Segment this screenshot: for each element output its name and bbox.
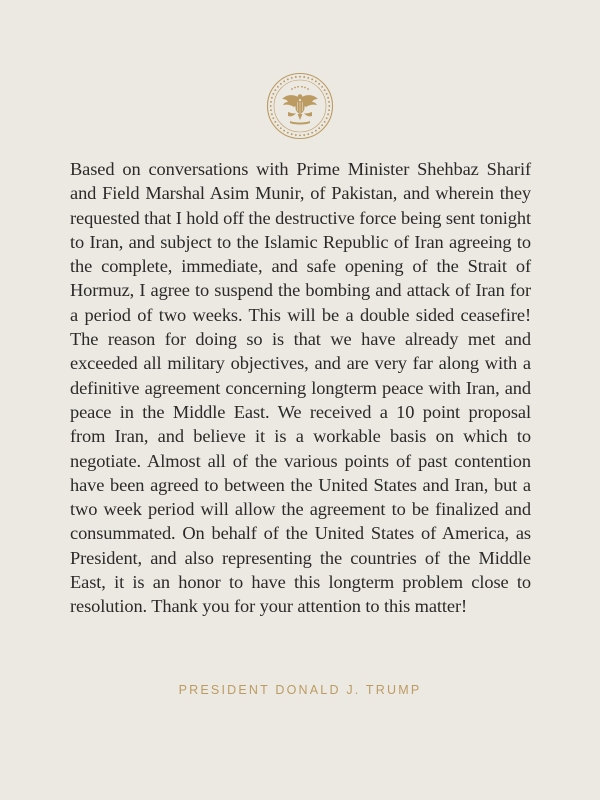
statement-body: Based on conversations with Prime Minister Shehbaz Sharif and Field Marshal Asim Munir, of Pakistan, and wherein they requested that I hold off the destructive force being sent tonight to Iran, and subject to the Islamic Republic of Iran agreeing to the complete, immediate, and safe opening of the Strait of Hormuz, I agree to suspend the bombing and attack of Iran for a period of two weeks. This will be a double sided ceasefire! The reason for doing so is that we have already met and exceeded all military objectives, and are very far along with a definitive agreement concerning longterm peace with Iran, and peace in the Middle East. We received a 10 point proposal from Iran, and believe it is a workable basis on which to negotiate. Almost all of the various points of past contention have been agreed to between the United States and Iran, but a two week period will allow the agreement to be finalized and consummated. On behalf of the United States of America, as President, and also representing the countries of the Middle East, it is an honor to have this longterm problem close to resolution. Thank you for your attention to this matter! bbox=[70, 159, 531, 617]
presidential-seal-icon bbox=[266, 72, 334, 140]
signature: PRESIDENT DONALD J. TRUMP bbox=[178, 683, 422, 697]
